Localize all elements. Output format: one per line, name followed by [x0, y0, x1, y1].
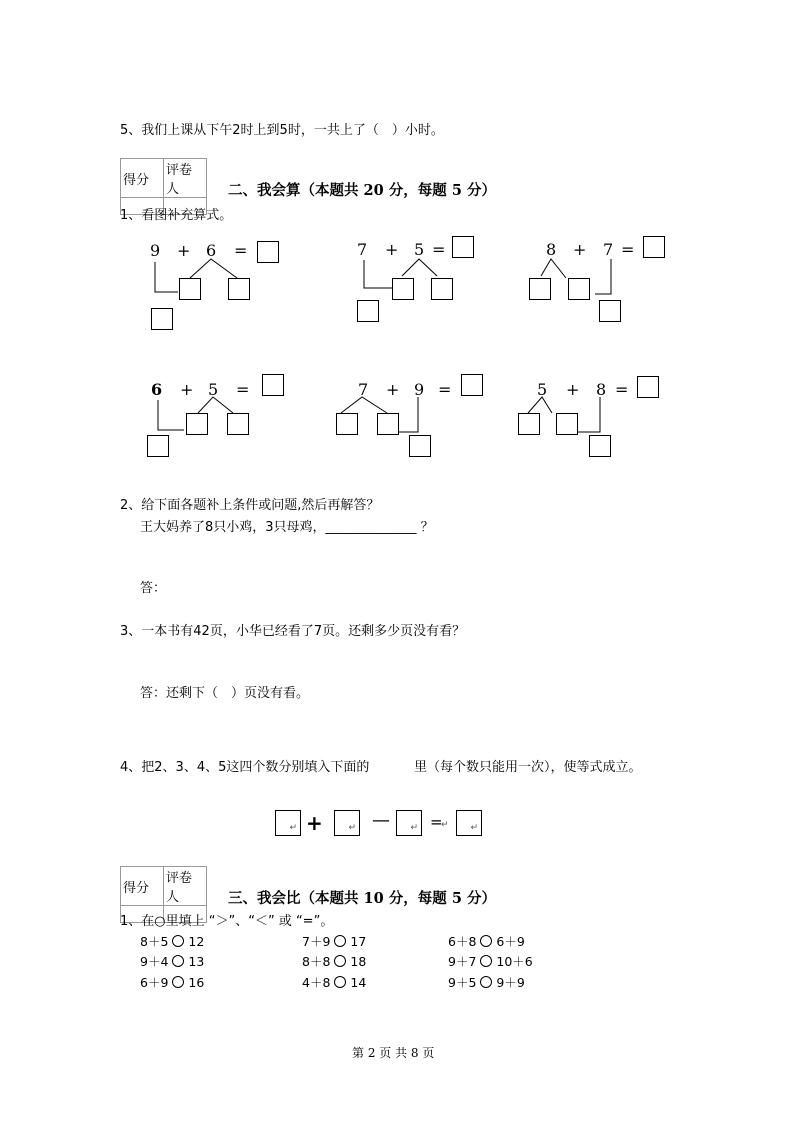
compare-circle — [334, 976, 346, 988]
compare-item[interactable]: 8＋8 18 — [302, 954, 367, 969]
plus-sign: + — [180, 380, 194, 399]
compare-circle — [334, 955, 346, 967]
compare-prompt: 1、在○里填上 “＞”、“＜” 或 “=”。 — [120, 914, 334, 929]
fill-box[interactable]: ↵ — [275, 810, 301, 836]
compare-item[interactable]: 9＋5 9＋9 — [448, 975, 525, 990]
split-box[interactable] — [431, 278, 453, 300]
answer-box[interactable] — [643, 236, 665, 258]
compare-item[interactable]: 7＋9 17 — [302, 934, 367, 949]
sum-box[interactable] — [599, 300, 621, 322]
equals-sign: = — [236, 380, 250, 399]
split-box[interactable] — [556, 413, 578, 435]
compare-circle — [172, 935, 184, 947]
return-mark: ↵ — [441, 820, 449, 830]
split-box[interactable] — [179, 278, 201, 300]
grader-label: 评卷人 — [164, 867, 207, 906]
addend-b: 8 — [596, 380, 607, 399]
question-4-prompt-b: 里（每个数只能用一次），使等式成立。 — [414, 760, 642, 775]
plus-sign: + — [573, 240, 587, 259]
fill-box[interactable]: ↵ — [456, 810, 482, 836]
question-3-answer: 答：还剩下（ ）页没有看。 — [140, 686, 310, 701]
sum-box[interactable] — [151, 308, 173, 330]
fill-box[interactable]: ↵ — [396, 810, 422, 836]
split-box[interactable] — [392, 278, 414, 300]
addend-a: 8 — [546, 240, 557, 259]
addend-b: 9 — [414, 380, 425, 399]
fill-box[interactable]: ↵ — [334, 810, 360, 836]
plus-sign: + — [386, 380, 400, 399]
question-2-answer-label: 答： — [140, 581, 167, 596]
sum-box[interactable] — [409, 435, 431, 457]
compare-item[interactable]: 9＋4 13 — [140, 954, 205, 969]
compare-item[interactable]: 6＋8 6＋9 — [448, 934, 525, 949]
compare-item[interactable]: 4＋8 14 — [302, 975, 367, 990]
compare-circle — [172, 955, 184, 967]
equals-sign: = — [432, 240, 446, 259]
answer-box[interactable] — [452, 236, 474, 258]
compare-circle — [480, 976, 492, 988]
split-box[interactable] — [228, 278, 250, 300]
equals-sign: = — [430, 813, 443, 831]
sum-box[interactable] — [357, 300, 379, 322]
plus-sign: + — [177, 241, 191, 260]
split-box[interactable] — [336, 413, 358, 435]
compare-circle — [334, 935, 346, 947]
question-2-prompt: 2、给下面各题补上条件或问题,然后再解答？ — [120, 498, 380, 513]
addend-a: 9 — [150, 241, 161, 260]
split-box[interactable] — [186, 413, 208, 435]
equals-sign: = — [615, 380, 629, 399]
addend-a: 6 — [151, 380, 163, 399]
question-4-prompt-a: 4、把2、3、4、5这四个数分别填入下面的 — [120, 760, 370, 775]
equals-sign: = — [438, 380, 452, 399]
addend-b: 5 — [414, 240, 425, 259]
plus-sign: + — [385, 240, 399, 259]
compare-circle — [480, 935, 492, 947]
compare-circle — [480, 955, 492, 967]
split-box[interactable] — [518, 413, 540, 435]
compare-item[interactable]: 6＋9 16 — [140, 975, 205, 990]
addend-b: 7 — [603, 240, 614, 259]
addend-b: 5 — [208, 380, 219, 399]
compare-item[interactable]: 9＋7 10＋6 — [448, 954, 533, 969]
split-box[interactable] — [568, 278, 590, 300]
addend-a: 5 — [537, 380, 548, 399]
grader-label: 评卷人 — [164, 159, 207, 198]
score-label: 得分 — [121, 867, 164, 906]
question-2-text: 王大妈养了8只小鸡，3只母鸡，______________ ？ — [140, 520, 434, 535]
page-footer: 第 2 页 共 8 页 — [352, 1046, 435, 1060]
answer-box[interactable] — [262, 374, 284, 396]
sum-box[interactable] — [147, 435, 169, 457]
answer-box[interactable] — [637, 376, 659, 398]
plus-sign: + — [566, 380, 580, 399]
minus-sign: — — [372, 810, 390, 831]
sum-box[interactable] — [589, 435, 611, 457]
addend-b: 6 — [206, 241, 217, 260]
answer-box[interactable] — [461, 374, 483, 396]
split-box[interactable] — [227, 413, 249, 435]
addend-a: 7 — [357, 240, 368, 259]
addend-a: 7 — [358, 380, 369, 399]
section-3-title: 三、我会比（本题共 10 分，每题 5 分） — [228, 890, 496, 907]
equals-sign: = — [621, 240, 635, 259]
equals-sign: = — [234, 241, 248, 260]
split-box[interactable] — [529, 278, 551, 300]
plus-sign: + — [306, 811, 323, 835]
answer-box[interactable] — [257, 241, 279, 263]
question-1-prompt: 1、看图补充算式。 — [120, 208, 233, 223]
score-label: 得分 — [121, 159, 164, 198]
compare-circle — [172, 976, 184, 988]
question-3-prompt: 3、一本书有42页，小华已经看了7页。还剩多少页没有看？ — [120, 624, 466, 639]
split-box[interactable] — [377, 413, 399, 435]
section-2-title: 二、我会算（本题共 20 分，每题 5 分） — [228, 182, 496, 199]
compare-item[interactable]: 8＋5 12 — [140, 934, 205, 949]
question-5-text: 5、我们上课从下午2时上到5时，一共上了（ ）小时。 — [120, 123, 444, 138]
